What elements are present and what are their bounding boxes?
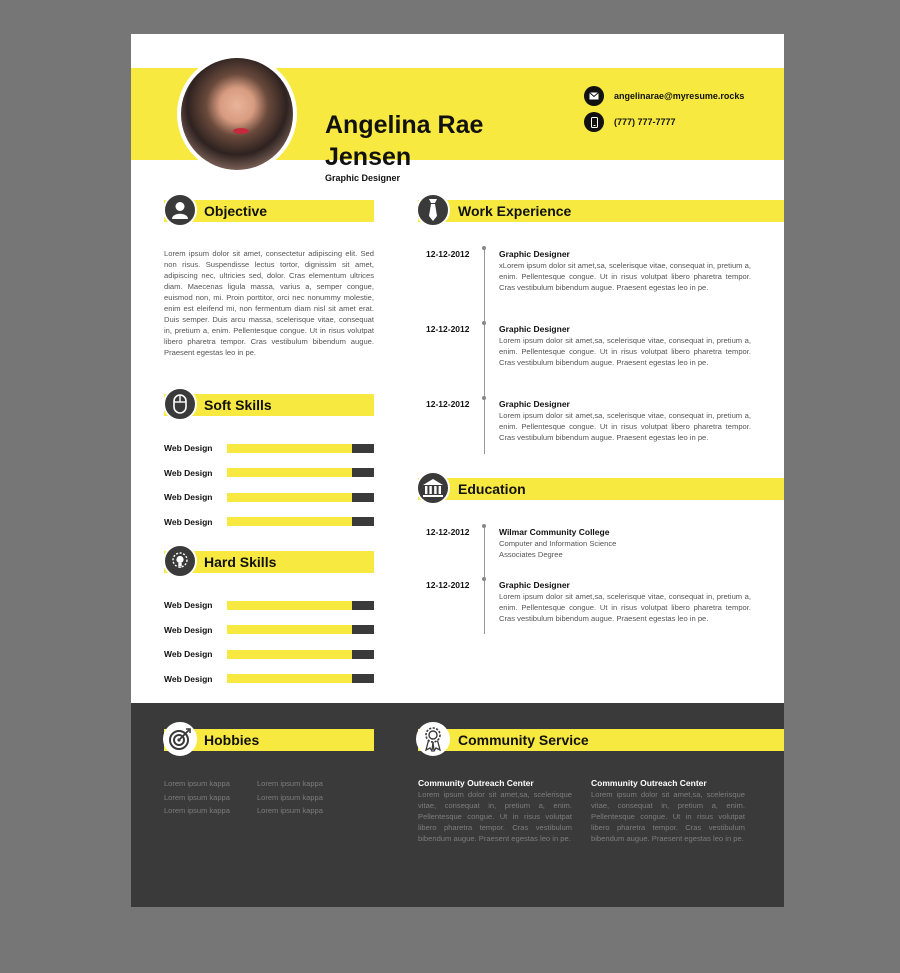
- entry-date: 12-12-2012: [426, 527, 470, 537]
- skill-level-bar: [227, 444, 374, 453]
- community-item-text: Lorem ipsum dolor sit amet,sa, scelerisque vitae, consequat in, pretium a, enim. Pellentesque congue. Ut in risus volutpat libero pharetra tempor. Cras vestibulum bibendum augue. Praesent egestas leo in pe.: [591, 790, 745, 843]
- soft-skill-row: [164, 492, 374, 502]
- soft-skills-title: Soft Skills: [204, 397, 272, 413]
- objective-text: Lorem ipsum dolor sit amet, consectetur adipiscing elit. Sed non risus. Suspendisse lectus tortor, dignissim sit amet, adipiscing nec, ultricies sed, dolor. Cras elementum ultrices diam. Maecenas ligula massa, varius a, semper congue, euismod non, mi. Proin porttitor, orci nec nonummy molestie, enim est eleifend mi, non fermentum diam nisl sit amet erat. Duis semper. Duis arcu massa, scelerisque vitae, consequat in, pretium a, enim. Pellentesque congue. Ut in risus volutpat libero pharetra tempor. Cras vestibulum bibendum augue. Praesent egestas leo in pe.: [164, 249, 374, 357]
- resume-page: [131, 34, 784, 907]
- entry-line: Computer and Information Science: [499, 539, 617, 548]
- community-service-title: Community Service: [458, 732, 589, 748]
- hobby-item: Lorem ipsum kappa: [164, 806, 230, 815]
- name-last-line: Jensen: [325, 143, 412, 171]
- education-title: Education: [458, 481, 526, 497]
- hard-skill-row: [164, 600, 374, 610]
- skill-label: Web Design: [164, 649, 213, 659]
- entry-line: Associates Degree: [499, 550, 563, 559]
- hobby-item: Lorem ipsum kappa: [257, 806, 323, 815]
- entry-title: Wilmar Community College: [499, 527, 610, 537]
- timeline-dot: [482, 524, 486, 528]
- hobby-item: Lorem ipsum kappa: [257, 779, 323, 788]
- skill-level-fill: [227, 674, 352, 683]
- skill-level-fill: [227, 650, 352, 659]
- timeline-dot: [482, 321, 486, 325]
- entry-date: 12-12-2012: [426, 249, 470, 259]
- entry-line: xLorem ipsum dolor sit amet,sa, scelerisque vitae, consequat in, pretium a, enim. Pellentesque congue. Ut in risus volutpat libero pharetra tempor. Cras vestibulum bibendum augue. Praesent egestas leo in pe.: [499, 261, 751, 292]
- hobby-item: Lorem ipsum kappa: [164, 792, 230, 802]
- award-ribbon-icon: [416, 722, 450, 756]
- contact-phone[interactable]: [584, 112, 676, 132]
- skill-level-fill: [227, 493, 352, 502]
- skill-label: Web Design: [164, 467, 213, 478]
- entry-description: [499, 335, 751, 368]
- entry-description: [499, 591, 751, 624]
- skill-level-bar: [227, 674, 374, 683]
- skill-level-bar: [227, 493, 374, 502]
- entry-line: Lorem ipsum dolor sit amet,sa, scelerisque vitae, consequat in, pretium a, enim. Pellentesque congue. Ut in risus volutpat libero pharetra tempor. Cras vestibulum bibendum augue. Praesent egestas leo in pe.: [499, 336, 751, 367]
- skill-level-fill: [227, 468, 352, 477]
- entry-title: Graphic Designer: [499, 580, 570, 590]
- entry-title: Graphic Designer: [499, 399, 570, 409]
- skill-level-bar: [227, 601, 374, 610]
- education-heading: [418, 478, 784, 500]
- profile-photo: [177, 54, 297, 174]
- hard-skill-row: [164, 649, 374, 659]
- email-text: angelinarae@myresume.rocks: [614, 91, 745, 101]
- entry-date: 12-12-2012: [426, 580, 470, 590]
- job-title: Graphic Designer: [325, 173, 401, 183]
- institution-icon: [416, 471, 450, 505]
- soft-skill-row: [164, 517, 374, 527]
- avatar: [181, 58, 293, 170]
- hobby-item: Lorem ipsum kappa: [257, 792, 323, 802]
- full-name: [325, 109, 565, 173]
- lightbulb-gear-icon: [163, 544, 197, 578]
- entry-title: Graphic Designer: [499, 249, 570, 259]
- entry-line: Lorem ipsum dolor sit amet,sa, scelerisque vitae, consequat in, pretium a, enim. Pellentesque congue. Ut in risus volutpat libero pharetra tempor. Cras vestibulum bibendum augue. Praesent egestas leo in pe.: [499, 411, 751, 442]
- skill-label: Web Design: [164, 492, 213, 502]
- skill-level-bar: [227, 650, 374, 659]
- entry-date: 12-12-2012: [426, 399, 470, 409]
- skill-label: Web Design: [164, 673, 213, 684]
- soft-skill-row: [164, 443, 374, 453]
- entry-date: 12-12-2012: [426, 324, 470, 334]
- hard-skills-title: Hard Skills: [204, 554, 277, 570]
- community-item-title: Community Outreach Center: [418, 778, 534, 788]
- timeline-dot: [482, 577, 486, 581]
- timeline-dot: [482, 246, 486, 250]
- necktie-icon: [416, 193, 450, 227]
- skill-level-fill: [227, 517, 352, 526]
- work-timeline: [484, 249, 485, 454]
- skill-level-bar: [227, 468, 374, 477]
- skill-level-fill: [227, 601, 352, 610]
- soft-skill-row: [164, 468, 374, 478]
- skill-level-bar: [227, 625, 374, 634]
- user-icon: [163, 193, 197, 227]
- community-item-text: Lorem ipsum dolor sit amet,sa, scelerisque vitae, consequat in, pretium a, enim. Pellentesque congue. Ut in risus volutpat libero pharetra tempor. Cras vestibulum bibendum augue. Praesent egestas leo in pe.: [418, 790, 572, 843]
- skill-level-fill: [227, 625, 352, 634]
- hard-skill-row: [164, 625, 374, 635]
- skill-label: Web Design: [164, 443, 213, 453]
- skill-label: Web Design: [164, 516, 213, 527]
- mobile-phone-icon: [584, 112, 604, 132]
- work-experience-heading: [418, 200, 784, 222]
- community-item-title: Community Outreach Center: [591, 778, 707, 788]
- hobbies-title: Hobbies: [204, 732, 260, 748]
- hard-skill-row: [164, 674, 374, 684]
- entry-line: Lorem ipsum dolor sit amet,sa, scelerisque vitae, consequat in, pretium a, enim. Pellentesque congue. Ut in risus volutpat libero pharetra tempor. Cras vestibulum bibendum augue. Praesent egestas leo in pe.: [499, 592, 751, 623]
- envelope-icon: [584, 86, 604, 106]
- contact-email[interactable]: [584, 86, 744, 106]
- skill-label: Web Design: [164, 600, 213, 610]
- entry-description: [499, 410, 751, 443]
- hobby-item: Lorem ipsum kappa: [164, 779, 230, 788]
- entry-description: [499, 260, 751, 293]
- entry-title: Graphic Designer: [499, 324, 570, 334]
- skill-level-fill: [227, 444, 352, 453]
- mouse-icon: [163, 387, 197, 421]
- timeline-dot: [482, 396, 486, 400]
- entry-description: [499, 538, 751, 560]
- community-service-heading: [418, 729, 784, 751]
- name-first-line: Angelina Rae: [325, 111, 484, 139]
- skill-level-bar: [227, 517, 374, 526]
- phone-text: (777) 777-7777: [614, 117, 676, 127]
- target-icon: [163, 722, 197, 756]
- objective-title: Objective: [204, 203, 268, 219]
- work-experience-title: Work Experience: [458, 203, 572, 219]
- skill-label: Web Design: [164, 624, 213, 635]
